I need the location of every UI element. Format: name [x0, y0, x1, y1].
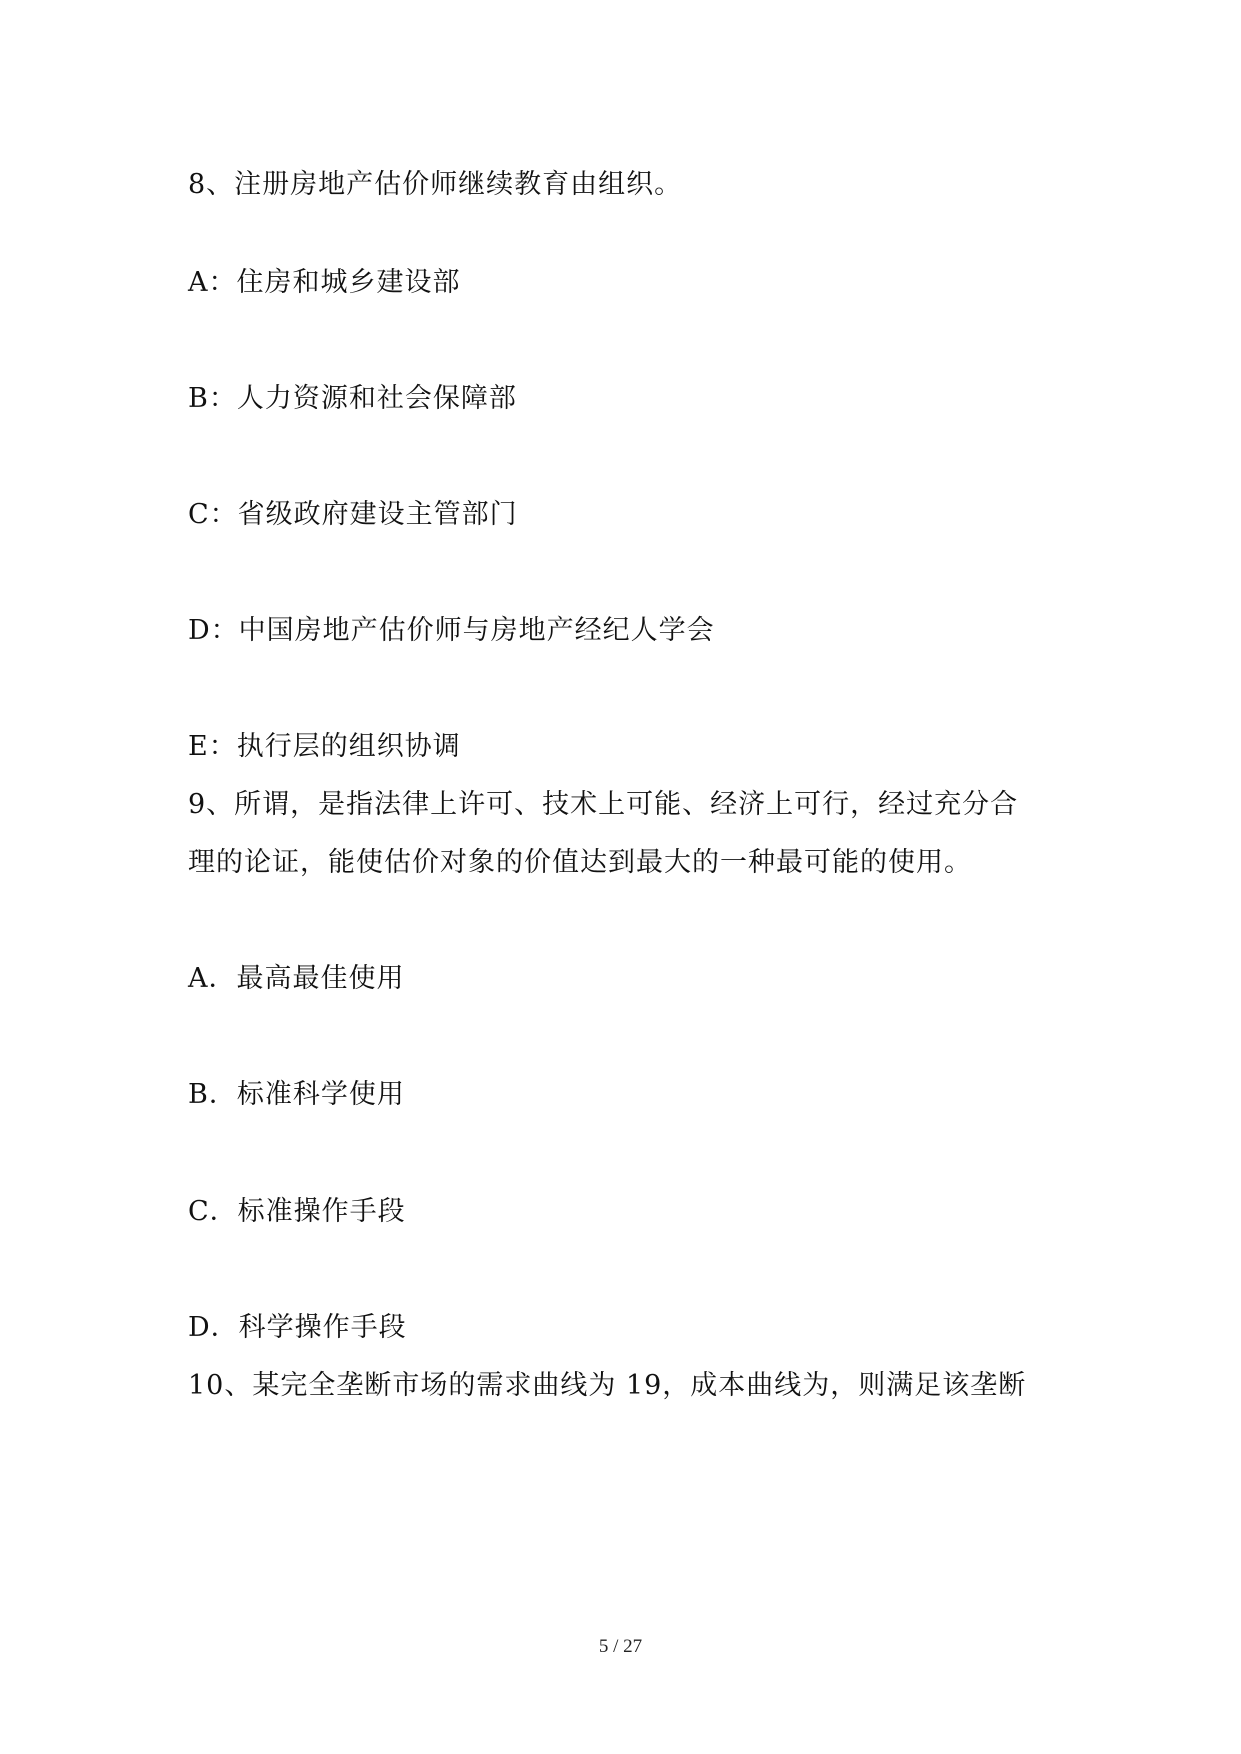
question-8-option-a: A：住房和城乡建设部: [188, 267, 461, 298]
question-9-stem-line-2: 理的论证，能使估价对象的价值达到最大的一种最可能的使用。: [188, 847, 972, 878]
question-8-stem: 8、注册房地产估价师继续教育由组织。: [188, 169, 683, 200]
question-10-stem: 10、某完全垄断市场的需求曲线为 19，成本曲线为，则满足该垄断: [188, 1370, 1027, 1401]
question-9-stem-line-1: 9、所谓，是指法律上许可、技术上可能、经济上可行，经过充分合: [188, 789, 1019, 820]
question-9-option-b: B．标准科学使用: [188, 1079, 405, 1110]
question-9-option-a: A．最高最佳使用: [188, 963, 405, 994]
question-8-option-d: D：中国房地产估价师与房地产经纪人学会: [188, 615, 715, 646]
question-8-option-c: C：省级政府建设主管部门: [188, 499, 518, 530]
question-8-option-b: B：人力资源和社会保障部: [188, 383, 517, 414]
question-9-option-d: D．科学操作手段: [188, 1312, 407, 1343]
question-9-option-c: C．标准操作手段: [188, 1196, 406, 1227]
page-number: 5 / 27: [598, 1636, 643, 1657]
question-8-option-e: E：执行层的组织协调: [188, 731, 461, 762]
